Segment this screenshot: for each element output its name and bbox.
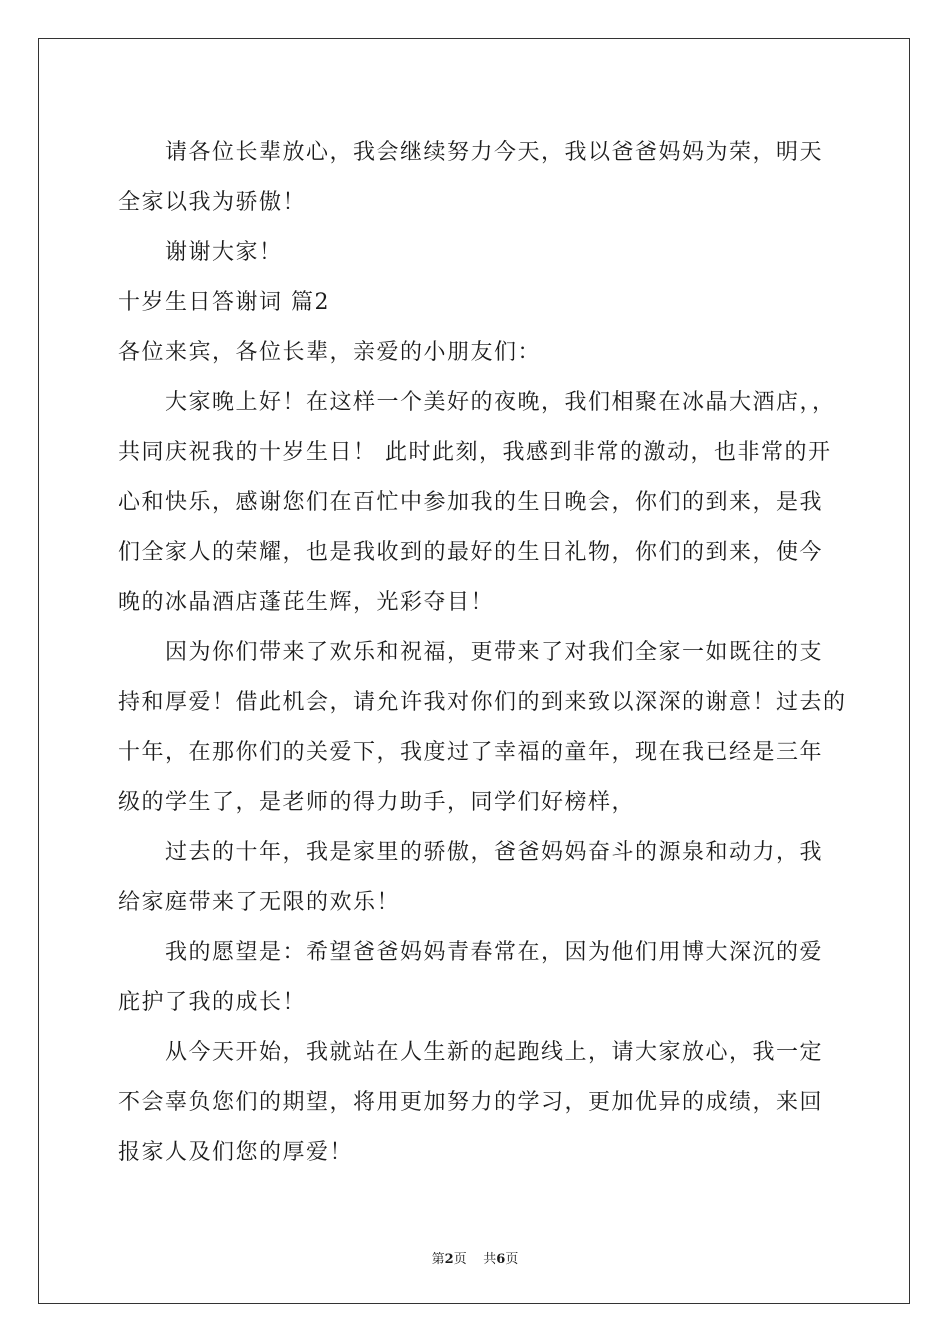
document-body [118,128,847,1178]
page-number: 2 [444,1252,454,1267]
total-suffix: 页 [505,1252,519,1267]
salutation-line: 各位来宾，各位长辈，亲爱的小朋友们： [118,340,542,365]
total-prefix: 共 [483,1252,497,1267]
paragraph-line: 晚的冰晶酒店蓬芘生辉，光彩夺目！ [118,590,495,615]
paragraph-line: 不会辜负您们的期望，将用更加努力的学习，更加优异的成绩，来回 [118,1090,824,1115]
page-footer [0,1248,950,1267]
paragraph-line: 心和快乐，感谢您们在百忙中参加我的生日晚会，你们的到来，是我 [118,490,824,515]
paragraph-line: 共同庆祝我的十岁生日！ 此时此刻，我感到非常的激动，也非常的开 [118,440,832,465]
paragraph-line: 全家以我为骄傲！ [118,190,307,215]
page-prefix: 第 [431,1252,445,1267]
paragraph-line: 因为你们带来了欢乐和祝福，更带来了对我们全家一如既往的支 [165,640,824,665]
paragraph-line: 从今天开始，我就站在人生新的起跑线上，请大家放心，我一定 [165,1040,824,1065]
section-heading: 十岁生日答谢词 篇2 [118,290,330,315]
paragraph-line: 持和厚爱！借此机会，请允许我对你们的到来致以深深的谢意！过去的 [118,690,847,715]
paragraph-line: 请各位长辈放心，我会继续努力今天，我以爸爸妈妈为荣，明天 [165,140,824,165]
paragraph-line: 十年，在那你们的关爱下，我度过了幸福的童年，现在我已经是三年 [118,740,824,765]
paragraph-line: 们全家人的荣耀，也是我收到的最好的生日礼物，你们的到来，使今 [118,540,824,565]
paragraph-line: 给家庭带来了无限的欢乐！ [118,890,401,915]
total-pages: 6 [496,1252,506,1267]
page-suffix: 页 [453,1252,467,1267]
paragraph-line: 我的愿望是：希望爸爸妈妈青春常在，因为他们用博大深沉的爱 [165,940,824,965]
paragraph-line: 谢谢大家！ [165,240,283,265]
paragraph-line: 庇护了我的成长！ [118,990,307,1015]
paragraph-line: 大家晚上好！在这样一个美好的夜晚，我们相聚在冰晶大酒店，， [165,390,836,415]
paragraph-line: 过去的十年，我是家里的骄傲，爸爸妈妈奋斗的源泉和动力，我 [165,840,824,865]
paragraph-line: 级的学生了，是老师的得力助手，同学们好榜样， [118,790,636,815]
paragraph-line: 报家人及们您的厚爱！ [118,1140,354,1165]
